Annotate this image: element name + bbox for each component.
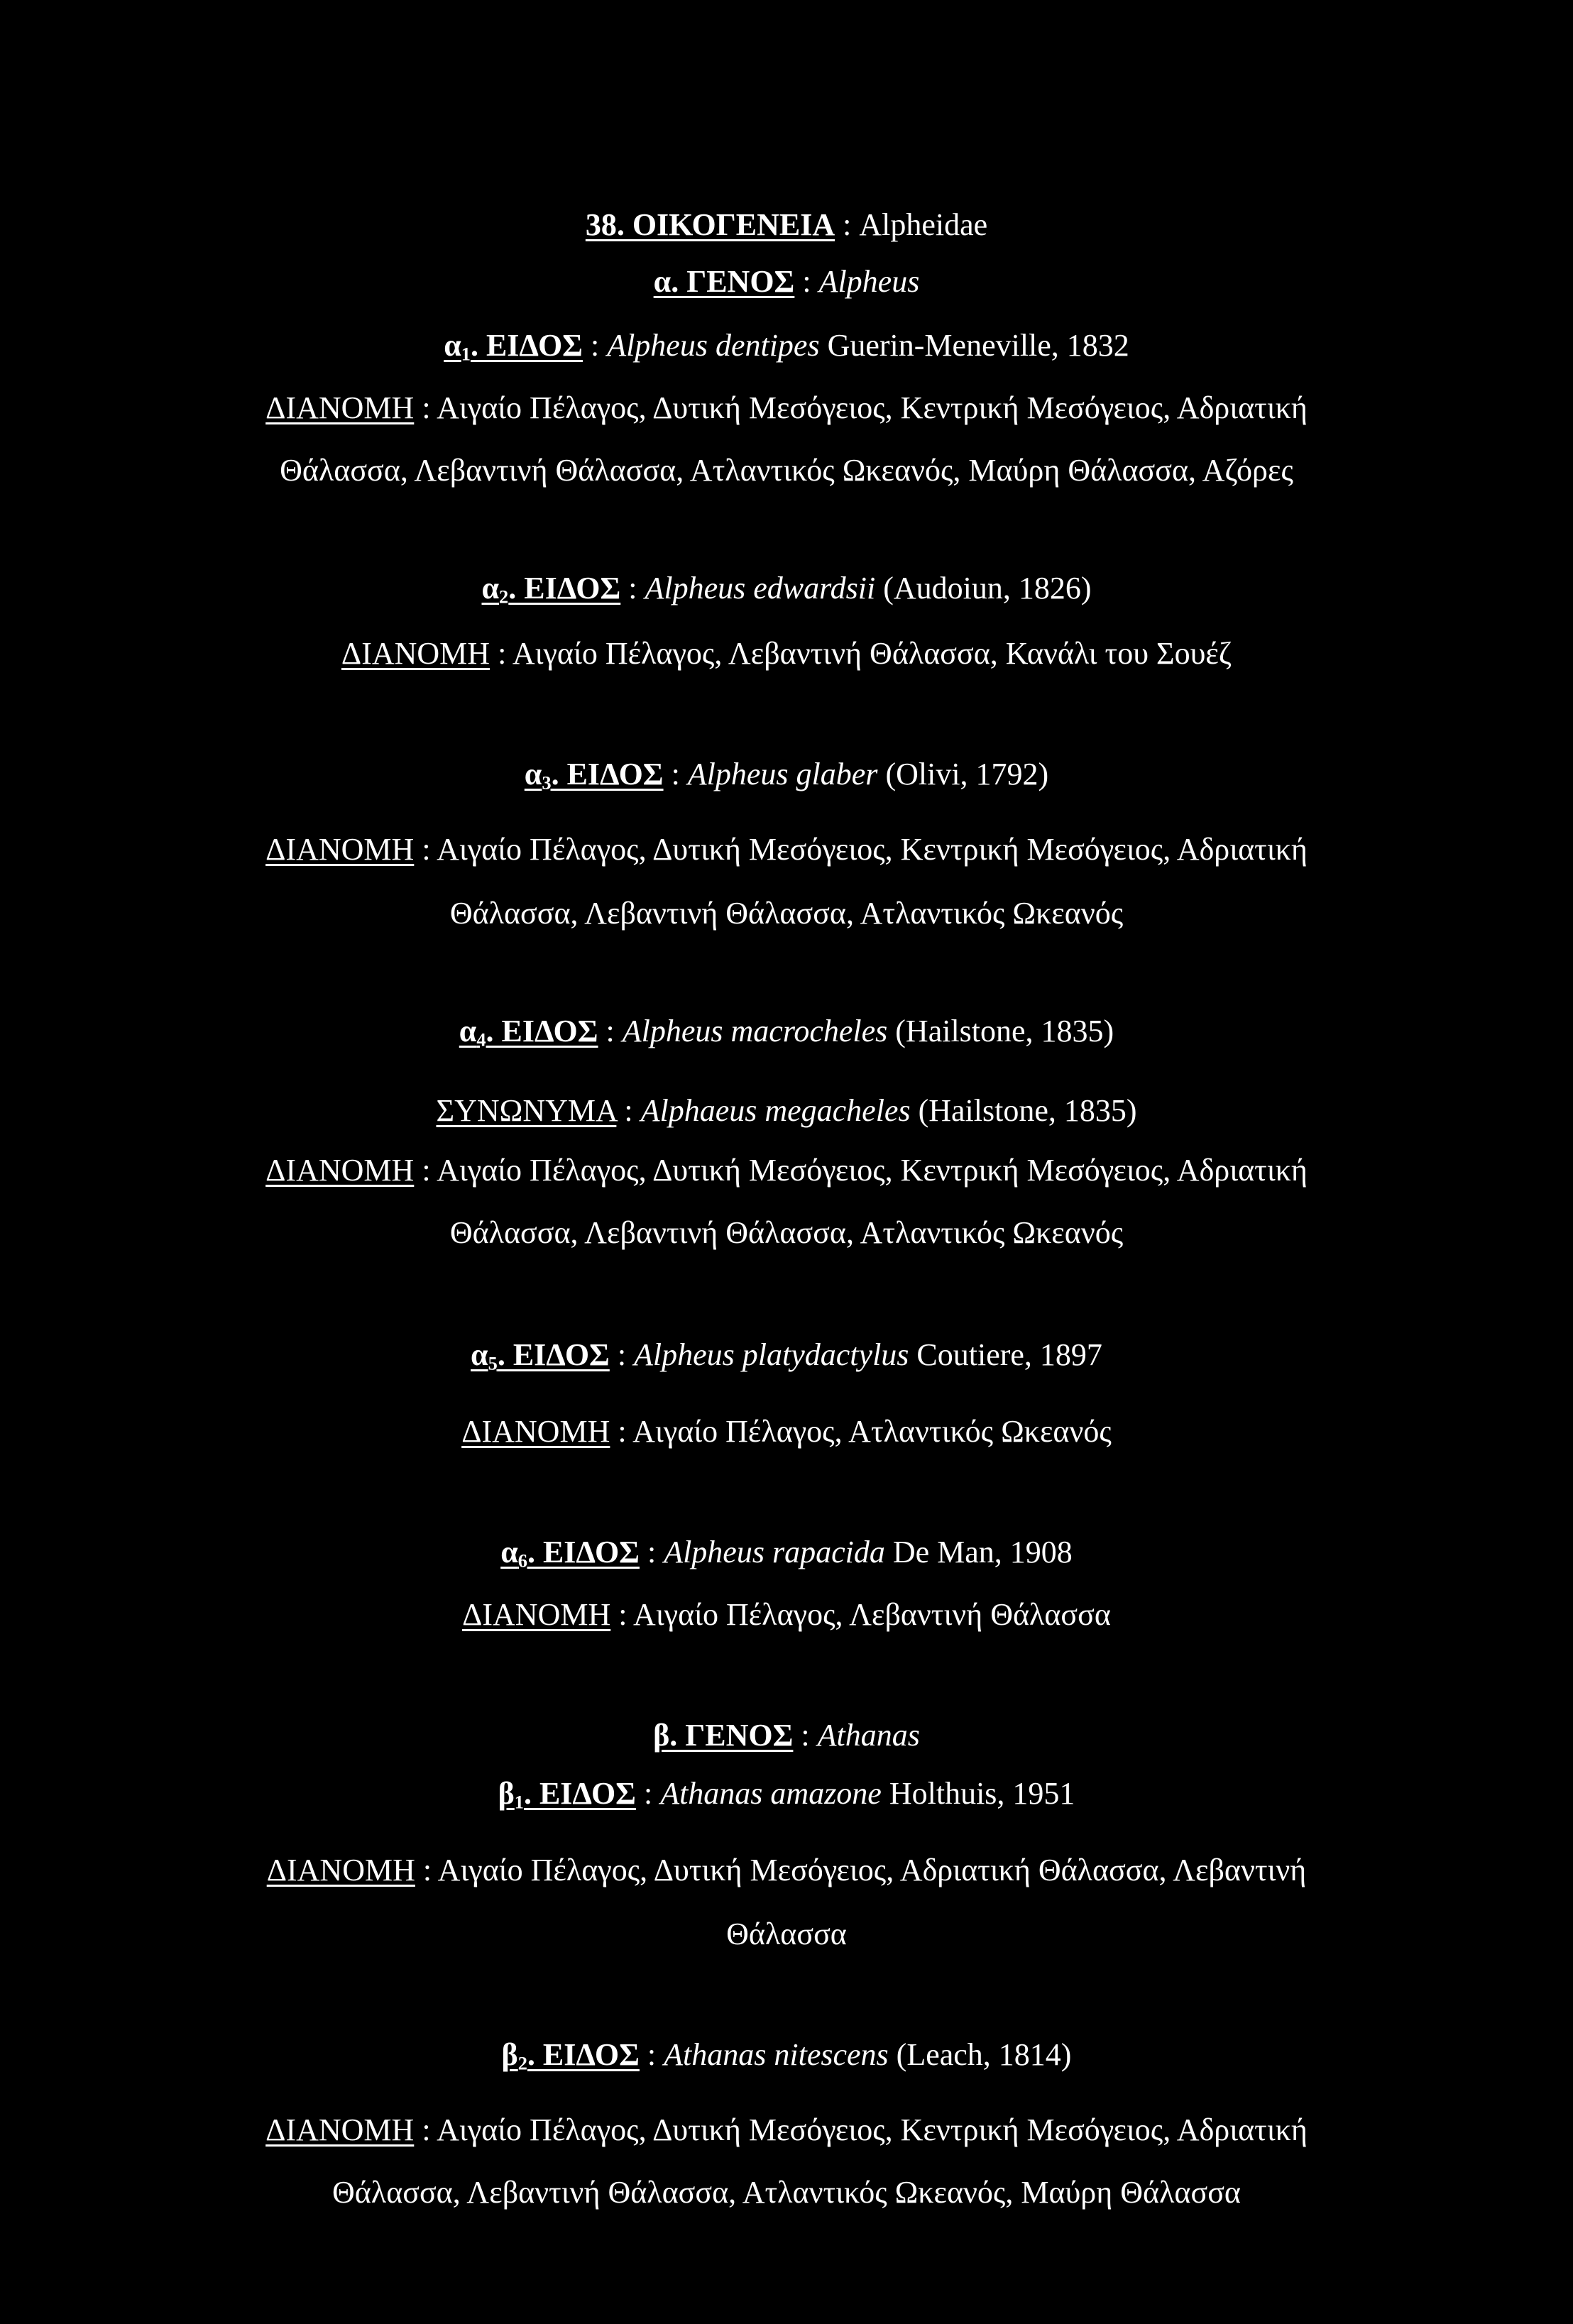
distribution-line-cont: Θάλασσα, Λεβαντινή Θάλασσα, Ατλαντικός Ωκεανός, Μαύρη Θάλασσα — [332, 2175, 1241, 2210]
species-heading-a2: $\alpha_2$. ΕΙΔΟΣ : Alpheus edwardsii (Audoiun, 1826) — [481, 571, 1092, 608]
distribution-line-cont: Θάλασσα, Λεβαντινή Θάλασσα, Ατλαντικός Ωκεανός — [449, 896, 1124, 931]
genus-label: α. ΓΕΝΟΣ — [653, 264, 795, 299]
synonym-authority: (Hailstone, 1835) — [910, 1093, 1137, 1128]
species-label: $\alpha_3$. ΕΙΔΟΣ — [524, 757, 664, 794]
separator: : — [793, 1718, 818, 1753]
species-label: $\beta_1$. ΕΙΔΟΣ — [498, 1776, 636, 1813]
species-authority: (Hailstone, 1835) — [887, 1014, 1114, 1048]
species-name: Alpheus platydactylus — [634, 1337, 909, 1372]
distribution-line: ΔΙΑΝΟΜΗ : Αιγαίο Πέλαγος, Δυτική Μεσόγειος, Αδριατική Θάλασσα, Λεβαντινή — [266, 1853, 1307, 1887]
species-authority: Holthuis, 1951 — [881, 1776, 1075, 1811]
distribution-label: ΔΙΑΝΟΜΗ — [265, 2112, 415, 2147]
genus-heading-athanas — [0, 1718, 1573, 1754]
species-label: $\alpha_4$. ΕΙΔΟΣ — [459, 1014, 598, 1051]
species-heading-a1: $\alpha_1$. ΕΙΔΟΣ : Alpheus dentipes Guerin-Meneville, 1832 — [444, 328, 1129, 365]
species-heading-b2: $\beta_2$. ΕΙΔΟΣ : Athanas nitescens (Leach, 1814) — [501, 2037, 1072, 2074]
genus-name: Athanas — [817, 1718, 920, 1753]
distribution-label: ΔΙΑΝΟΜΗ — [265, 1153, 415, 1188]
species-heading-b1: $\beta_1$. ΕΙΔΟΣ : Athanas amazone Holthuis, 1951 — [498, 1776, 1075, 1813]
distribution-text: Αιγαίο Πέλαγος, Λεβαντινή Θάλασσα, Κανάλι του Σουέζ — [512, 636, 1232, 671]
distribution-line: ΔΙΑΝΟΜΗ : Αιγαίο Πέλαγος, Δυτική Μεσόγειος, Κεντρική Μεσόγειος, Αδριατική — [265, 2112, 1308, 2147]
distribution-text: Αιγαίο Πέλαγος, Δυτική Μεσόγειος, Κεντρική Μεσόγειος, Αδριατική — [437, 390, 1308, 425]
species-label: $\alpha_1$. ΕΙΔΟΣ — [444, 328, 583, 365]
species-label: $\alpha_6$. ΕΙΔΟΣ — [500, 1535, 640, 1572]
species-authority: (Leach, 1814) — [888, 2037, 1072, 2072]
distribution-line-cont: Θάλασσα, Λεβαντινή Θάλασσα, Ατλαντικός Ωκεανός, Μαύρη Θάλασσα, Αζόρες — [280, 453, 1293, 488]
distribution-text: Αιγαίο Πέλαγος, Δυτική Μεσόγειος, Αδριατική Θάλασσα, Λεβαντινή — [437, 1853, 1307, 1887]
distribution-line: ΔΙΑΝΟΜΗ : Αιγαίο Πέλαγος, Δυτική Μεσόγειος, Κεντρική Μεσόγειος, Αδριατική — [265, 390, 1308, 425]
distribution-line: ΔΙΑΝΟΜΗ : Αιγαίο Πέλαγος, Δυτική Μεσόγειος, Κεντρική Μεσόγειος, Αδριατική — [265, 832, 1308, 867]
species-name: Alpheus dentipes — [607, 328, 820, 363]
species-name: Alpheus glaber — [687, 757, 878, 791]
distribution-label: ΔΙΑΝΟΜΗ — [266, 1853, 415, 1887]
species-label: $\alpha_2$. ΕΙΔΟΣ — [481, 571, 621, 608]
distribution-line: ΔΙΑΝΟΜΗ : Αιγαίο Πέλαγος, Ατλαντικός Ωκεανός — [461, 1414, 1112, 1449]
distribution-label: ΔΙΑΝΟΜΗ — [462, 1597, 611, 1632]
species-authority: De Man, 1908 — [884, 1535, 1073, 1569]
species-name: Alpheus macrocheles — [622, 1014, 888, 1048]
distribution-text: Αιγαίο Πέλαγος, Ατλαντικός Ωκεανός — [632, 1414, 1112, 1449]
species-name: Alpheus rapacida — [664, 1535, 885, 1569]
distribution-text: Αιγαίο Πέλαγος, Δυτική Μεσόγειος, Κεντρική Μεσόγειος, Αδριατική — [437, 1153, 1308, 1188]
distribution-line: ΔΙΑΝΟΜΗ : Αιγαίο Πέλαγος, Δυτική Μεσόγειος, Κεντρική Μεσόγειος, Αδριατική — [265, 1153, 1308, 1188]
species-name: Alpheus edwardsii — [645, 571, 876, 605]
synonym-label: ΣΥΝΩΝΥΜΑ — [436, 1093, 617, 1128]
distribution-label: ΔΙΑΝΟΜΗ — [341, 636, 490, 671]
species-authority: (Olivi, 1792) — [877, 757, 1049, 791]
species-label: $\alpha_5$. ΕΙΔΟΣ — [471, 1337, 610, 1374]
genus-label: β. ΓΕΝΟΣ — [653, 1718, 794, 1753]
separator: : — [835, 207, 860, 242]
family-label: 38. ΟΙΚΟΓΕΝΕΙΑ — [585, 207, 835, 242]
species-heading-a3: $\alpha_3$. ΕΙΔΟΣ : Alpheus glaber (Olivi, 1792) — [524, 757, 1049, 794]
family-name: Alpheidae — [859, 207, 988, 242]
synonym-name: Alphaeus megacheles — [640, 1093, 911, 1128]
genus-heading-alpheus — [0, 264, 1573, 300]
distribution-line: ΔΙΑΝΟΜΗ : Αιγαίο Πέλαγος, Λεβαντινή Θάλασσα — [462, 1597, 1111, 1632]
synonym-line: ΣΥΝΩΝΥΜΑ : Alphaeus megacheles (Hailstone, 1835) — [436, 1093, 1137, 1128]
species-heading-a4: $\alpha_4$. ΕΙΔΟΣ : Alpheus macrocheles (Hailstone, 1835) — [459, 1014, 1114, 1051]
distribution-label: ΔΙΑΝΟΜΗ — [265, 390, 415, 425]
species-heading-a6: $\alpha_6$. ΕΙΔΟΣ : Alpheus rapacida De Man, 1908 — [500, 1535, 1073, 1572]
distribution-line-cont: Θάλασσα, Λεβαντινή Θάλασσα, Ατλαντικός Ωκεανός — [449, 1215, 1124, 1250]
species-authority: Guerin-Meneville, 1832 — [819, 328, 1129, 363]
species-heading-a5: $\alpha_5$. ΕΙΔΟΣ : Alpheus platydactylus Coutiere, 1897 — [471, 1337, 1102, 1374]
distribution-text: Αιγαίο Πέλαγος, Δυτική Μεσόγειος, Κεντρική Μεσόγειος, Αδριατική — [437, 832, 1308, 867]
species-label: $\beta_2$. ΕΙΔΟΣ — [501, 2037, 640, 2074]
species-authority: Coutiere, 1897 — [909, 1337, 1102, 1372]
family-heading — [0, 207, 1573, 243]
genus-name: Alpheus — [818, 264, 920, 299]
distribution-text: Αιγαίο Πέλαγος, Λεβαντινή Θάλασσα — [633, 1597, 1111, 1632]
distribution-line-cont: Θάλασσα — [726, 1917, 847, 1951]
distribution-label: ΔΙΑΝΟΜΗ — [265, 832, 415, 867]
distribution-line: ΔΙΑΝΟΜΗ : Αιγαίο Πέλαγος, Λεβαντινή Θάλασσα, Κανάλι του Σουέζ — [341, 636, 1232, 671]
species-name: Athanas amazone — [660, 1776, 882, 1811]
species-authority: (Audoiun, 1826) — [875, 571, 1092, 605]
species-name: Athanas nitescens — [664, 2037, 889, 2072]
separator: : — [794, 264, 819, 299]
distribution-text: Αιγαίο Πέλαγος, Δυτική Μεσόγειος, Κεντρική Μεσόγειος, Αδριατική — [437, 2112, 1308, 2147]
distribution-label: ΔΙΑΝΟΜΗ — [461, 1414, 610, 1449]
